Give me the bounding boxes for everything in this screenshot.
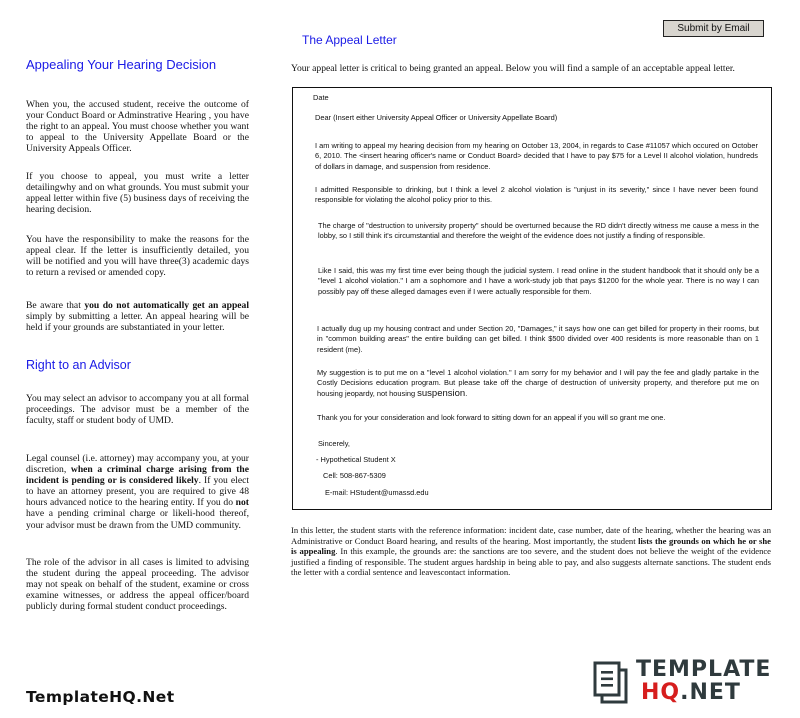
- text-segment: In this letter, the student starts with the reference information: incident date, case number, date of the hearing, whether the hearing was an Administrative or Conduct Board hearing, and results of the hearing. Most importantly, the student: [291, 525, 771, 546]
- letter-email: E-mail: HStudent@umassd.edu: [325, 488, 429, 497]
- text-segment: simply by submitting a letter. An appeal hearing will be held if your grounds are substantiated in your letter.: [26, 311, 249, 334]
- letter-paragraph: Thank you for your consideration and look forward to sitting down for an appeal if you will so grant me one.: [317, 413, 666, 422]
- emphasis-text: you do not automatically get an appeal: [84, 300, 249, 311]
- section-heading-appealing: Appealing Your Hearing Decision: [26, 57, 217, 72]
- letter-date: Date: [313, 93, 329, 102]
- letter-paragraph: [317, 368, 759, 399]
- section-heading-appeal-letter: The Appeal Letter: [302, 33, 397, 47]
- letter-salutation: Dear (Insert either University Appeal Officer or University Appellate Board): [315, 113, 558, 122]
- brand-logo: [593, 657, 778, 706]
- text-segment: .: [465, 388, 468, 398]
- text-segment: Be aware that: [26, 300, 85, 311]
- letter-signature: - Hypothetical Student X: [316, 455, 396, 464]
- text-segment: . If you elect to have an attorney present, you are required to give 48 hours advanced notice to the hearing entity. If you do: [26, 475, 250, 509]
- paragraph-be-aware: [26, 300, 249, 333]
- letter-cell: Cell: 508-867-5309: [323, 471, 386, 480]
- emphasis-text: when a criminal charge arising from the incident is pending or is considered likely: [26, 464, 249, 487]
- paragraph-legal-counsel: [26, 453, 249, 531]
- letter-paragraph: I actually dug up my housing contract and under Section 20, "Damages," it says how one can get billed for property in their rooms, but in "common building areas" the entire building can get billed. I think $500 divided over 400 residents is more reasonable than on 1 resident (me).: [317, 324, 759, 354]
- letter-closing: Sincerely,: [318, 439, 350, 448]
- submit-by-email-button[interactable]: Submit by Email: [663, 20, 764, 37]
- text-segment: Legal counsel (i.e. attorney) may accompany you, at your discretion,: [26, 453, 249, 476]
- text-segment: . In this example, the grounds are: the sanctions are too severe, and the student does not believe the weight of the evidence justified a finding of responsible. The student argues hardship in being able to pay, and also suggests alternate sanctions. The student ends the letter with a cordial sentence and leavescontact information.: [291, 546, 771, 577]
- letter-paragraph: I admitted Responsible to drinking, but I think a level 2 alcohol violation is "unjust in its severity," since I have never been found responsible for violating the alcohol policy prior to this.: [315, 185, 758, 205]
- emphasis-text: not: [235, 497, 249, 509]
- letter-analysis: [291, 525, 771, 578]
- logo-net: .NET: [680, 680, 741, 705]
- logo-word-template: TEMPLATE: [636, 657, 772, 682]
- document-stack-icon: [593, 661, 629, 705]
- paragraph-select-advisor: You may select an advisor to accompany you at all formal proceedings. The advisor must be a member of the faculty, staff or student body of UMD.: [26, 393, 249, 427]
- letter-paragraph: Like I said, this was my first time ever being though the judicial system. I read online in the student handbook that it should only be a "level 1 alcohol violation." I am a sophomore and I have a work-study job that pays $1200 for the whole year. There is no way I can possibly pay off these alleged damages even if I were actually responsible for them.: [318, 266, 759, 296]
- letter-paragraph: The charge of "destruction to university property" should be overturned because the RD didn't directly witness me cause a mess in the lobby, so I still think it's circumstantial and therefore the weight of the evidence does not justify a finding of responsible.: [318, 221, 759, 241]
- logo-hq: HQ: [641, 680, 681, 705]
- paragraph-responsibility: You have the responsibility to make the reasons for the appeal clear. If the letter is insufficiently detailed, you will be notified and you will have three(3) academic days to return a revised or amended copy.: [26, 234, 249, 279]
- brand-wordmark-left: TemplateHQ.Net: [26, 688, 175, 706]
- text-segment: have a pending criminal charge or likeli-hood thereof, your advisor must be drawn from the UMD community.: [26, 508, 249, 531]
- section-heading-advisor: Right to an Advisor: [26, 358, 131, 372]
- sample-letter-box: [292, 87, 772, 510]
- text-segment: suspension: [417, 387, 466, 399]
- text-segment: My suggestion is to put me on a "level 1 alcohol violation." I am sorry for my behavior and I will pay the fee and gladly partake in the Costly Decisions education program. But please take off the charge of destruction of university property, and therefore put me on housing jeopardy, not housing: [317, 368, 759, 398]
- letter-paragraph: I am writing to appeal my hearing decision from my hearing on October 13, 2004, in regards to Case #11057 which occured on October 6, 2010. The <insert hearing officer's name or Conduct Board> decided that I have to pay $75 for a Level II alcohol violation, hundreds of dollars in damage, and suspension from residence.: [315, 141, 758, 171]
- appeal-letter-intro: Your appeal letter is critical to being granted an appeal. Below you will find a sample of an acceptable appeal letter.: [291, 63, 735, 74]
- emphasis-text: lists the grounds on which he or she is appealing: [291, 535, 772, 556]
- logo-word-hqnet: [641, 680, 741, 705]
- paragraph-choose-appeal: If you choose to appeal, you must write a letter detailingwhy and on what grounds. You must submit your appeal letter within five (5) business days of receiving the hearing decision.: [26, 171, 249, 216]
- paragraph-advisor-role: The role of the advisor in all cases is limited to advising the student during the appeal proceeding. The advisor may not speak on behalf of the student, examine or cross examine witnesses, or address the appeal officer/board publicly during formal student conduct proceedings.: [26, 557, 249, 613]
- paragraph-outcome: When you, the accused student, receive the outcome of your Conduct Board or Adminstrative Hearing , you have the right to an appeal. You must choose whether you want to appeal to the University Appellate Board or the University Appeals Officer.: [26, 99, 249, 155]
